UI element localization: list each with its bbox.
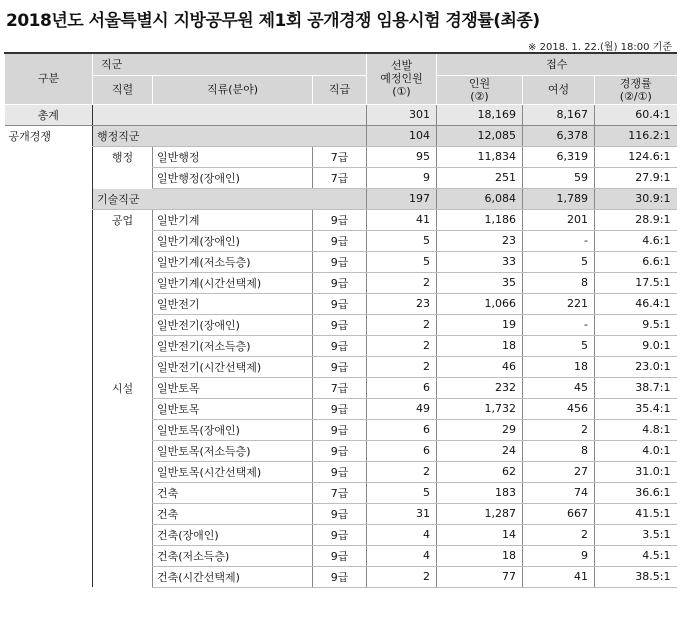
- table-row: [5, 503, 677, 524]
- grade-cell: 9급: [313, 461, 367, 482]
- ratio-cell: 4.6:1: [595, 230, 677, 251]
- field-cell: 일반기계(장애인): [153, 230, 313, 251]
- applicants-cell: 29: [437, 419, 523, 440]
- total-row: [5, 104, 677, 125]
- applicants-cell: 1,186: [437, 209, 523, 230]
- table-row: [5, 272, 677, 293]
- table-row: [5, 209, 677, 230]
- table-row: [5, 167, 677, 188]
- series-cell: [93, 482, 153, 503]
- group-row-tech: [5, 188, 677, 209]
- applicants-cell: 251: [437, 167, 523, 188]
- table-row: [5, 419, 677, 440]
- header-field: 직류(분야): [153, 75, 313, 104]
- grade-cell: 9급: [313, 230, 367, 251]
- series-cell: [93, 566, 153, 587]
- header-job-group: 직군: [93, 53, 367, 75]
- series-cell: 공업: [93, 209, 153, 230]
- field-cell: 일반토목: [153, 398, 313, 419]
- ratio-cell: 4.0:1: [595, 440, 677, 461]
- header-category: 구분: [5, 53, 93, 104]
- series-cell: [93, 167, 153, 188]
- series-cell: [93, 356, 153, 377]
- page-title: 2018년도 서울특별시 지방공무원 제1회 공개경쟁 임용시험 경쟁률(최종): [6, 11, 540, 31]
- grade-cell: 7급: [313, 167, 367, 188]
- header-series: 직렬: [93, 75, 153, 104]
- ratio-cell: 28.9:1: [595, 209, 677, 230]
- group-women: 6,378: [523, 125, 595, 146]
- ratio-cell: 9.0:1: [595, 335, 677, 356]
- field-cell: 일반전기(장애인): [153, 314, 313, 335]
- applicants-cell: 18: [437, 335, 523, 356]
- table-row: [5, 545, 677, 566]
- applicants-cell: 11,834: [437, 146, 523, 167]
- table-row: [5, 524, 677, 545]
- series-cell: [93, 461, 153, 482]
- planned-cell: 95: [367, 146, 437, 167]
- women-cell: 201: [523, 209, 595, 230]
- planned-cell: 41: [367, 209, 437, 230]
- field-cell: 일반전기(저소득층): [153, 335, 313, 356]
- planned-cell: 5: [367, 230, 437, 251]
- grade-cell: 7급: [313, 377, 367, 398]
- group-ratio: 30.9:1: [595, 188, 677, 209]
- group-ratio: 116.2:1: [595, 125, 677, 146]
- ratio-cell: 38.7:1: [595, 377, 677, 398]
- women-cell: 18: [523, 356, 595, 377]
- women-cell: 5: [523, 251, 595, 272]
- group-planned: 104: [367, 125, 437, 146]
- series-cell: [93, 335, 153, 356]
- planned-cell: 2: [367, 335, 437, 356]
- ratio-cell: 6.6:1: [595, 251, 677, 272]
- table-row: [5, 314, 677, 335]
- ratio-cell: 35.4:1: [595, 398, 677, 419]
- field-cell: 일반토목(장애인): [153, 419, 313, 440]
- table-row: [5, 251, 677, 272]
- field-cell: 건축(장애인): [153, 524, 313, 545]
- applicants-cell: 1,732: [437, 398, 523, 419]
- planned-cell: 2: [367, 314, 437, 335]
- women-cell: 59: [523, 167, 595, 188]
- table-row: [5, 146, 677, 167]
- planned-cell: 6: [367, 419, 437, 440]
- grade-cell: 9급: [313, 566, 367, 587]
- grade-cell: 9급: [313, 251, 367, 272]
- women-cell: 9: [523, 545, 595, 566]
- header-planned: 선발 예정인원 (①): [367, 53, 437, 104]
- ratio-cell: 3.5:1: [595, 524, 677, 545]
- series-cell: [93, 251, 153, 272]
- ratio-cell: 27.9:1: [595, 167, 677, 188]
- women-cell: -: [523, 230, 595, 251]
- planned-cell: 2: [367, 356, 437, 377]
- field-cell: 건축(시간선택제): [153, 566, 313, 587]
- women-cell: 2: [523, 524, 595, 545]
- table-row: [5, 482, 677, 503]
- grade-cell: 9급: [313, 545, 367, 566]
- planned-cell: 5: [367, 482, 437, 503]
- header-applicants: 인원 (②): [437, 75, 523, 104]
- planned-cell: 4: [367, 545, 437, 566]
- applicants-cell: 24: [437, 440, 523, 461]
- ratio-cell: 4.5:1: [595, 545, 677, 566]
- header-applied: 접수: [437, 53, 677, 75]
- field-cell: 일반기계(저소득층): [153, 251, 313, 272]
- planned-cell: 4: [367, 524, 437, 545]
- group-women: 1,789: [523, 188, 595, 209]
- ratio-cell: 38.5:1: [595, 566, 677, 587]
- field-cell: 일반토목: [153, 377, 313, 398]
- planned-cell: 2: [367, 272, 437, 293]
- women-cell: 27: [523, 461, 595, 482]
- series-cell: [93, 230, 153, 251]
- women-cell: 2: [523, 419, 595, 440]
- total-planned: 301: [367, 104, 437, 125]
- grade-cell: 7급: [313, 482, 367, 503]
- grade-cell: 9급: [313, 503, 367, 524]
- group-name: 기술직군: [93, 188, 367, 209]
- applicants-cell: 1,066: [437, 293, 523, 314]
- planned-cell: 2: [367, 566, 437, 587]
- total-ratio: 60.4:1: [595, 104, 677, 125]
- women-cell: 8: [523, 272, 595, 293]
- applicants-cell: 18: [437, 545, 523, 566]
- total-label: 총계: [5, 104, 93, 125]
- applicants-cell: 46: [437, 356, 523, 377]
- group-applicants: 6,084: [437, 188, 523, 209]
- applicants-cell: 14: [437, 524, 523, 545]
- planned-cell: 49: [367, 398, 437, 419]
- reference-time-note: ※ 2018. 1. 22.(월) 18:00 기준: [528, 42, 672, 53]
- ratio-cell: 23.0:1: [595, 356, 677, 377]
- women-cell: -: [523, 314, 595, 335]
- field-cell: 건축: [153, 503, 313, 524]
- applicants-cell: 1,287: [437, 503, 523, 524]
- series-cell: 행정: [93, 146, 153, 167]
- applicants-cell: 19: [437, 314, 523, 335]
- series-cell: [93, 503, 153, 524]
- applicants-cell: 23: [437, 230, 523, 251]
- ratio-cell: 46.4:1: [595, 293, 677, 314]
- ratio-cell: 124.6:1: [595, 146, 677, 167]
- applicants-cell: 77: [437, 566, 523, 587]
- planned-cell: 5: [367, 251, 437, 272]
- women-cell: 456: [523, 398, 595, 419]
- competition-ratio-table: [4, 52, 677, 588]
- grade-cell: 9급: [313, 440, 367, 461]
- women-cell: 45: [523, 377, 595, 398]
- grade-cell: 9급: [313, 356, 367, 377]
- women-cell: 74: [523, 482, 595, 503]
- table-row: [5, 293, 677, 314]
- ratio-cell: 41.5:1: [595, 503, 677, 524]
- table-row: [5, 566, 677, 587]
- planned-cell: 6: [367, 377, 437, 398]
- group-planned: 197: [367, 188, 437, 209]
- grade-cell: 7급: [313, 146, 367, 167]
- field-cell: 건축(저소득층): [153, 545, 313, 566]
- header-grade: 직급: [313, 75, 367, 104]
- ratio-cell: 31.0:1: [595, 461, 677, 482]
- series-cell: [93, 293, 153, 314]
- ratio-cell: 36.6:1: [595, 482, 677, 503]
- header-women: 여성: [523, 75, 595, 104]
- grade-cell: 9급: [313, 419, 367, 440]
- table-row: [5, 230, 677, 251]
- women-cell: 221: [523, 293, 595, 314]
- grade-cell: 9급: [313, 398, 367, 419]
- table-row: [5, 335, 677, 356]
- category-label: 공개경쟁: [8, 129, 52, 143]
- applicants-cell: 232: [437, 377, 523, 398]
- women-cell: 6,319: [523, 146, 595, 167]
- women-cell: 667: [523, 503, 595, 524]
- field-cell: 일반토목(저소득층): [153, 440, 313, 461]
- applicants-cell: 183: [437, 482, 523, 503]
- table-row: [5, 461, 677, 482]
- field-cell: 일반행정: [153, 146, 313, 167]
- group-name: 행정직군: [93, 125, 367, 146]
- series-cell: [93, 524, 153, 545]
- field-cell: 일반전기: [153, 293, 313, 314]
- series-cell: [93, 272, 153, 293]
- series-cell: [93, 419, 153, 440]
- field-cell: 일반기계: [153, 209, 313, 230]
- applicants-cell: 33: [437, 251, 523, 272]
- women-cell: 5: [523, 335, 595, 356]
- applicants-cell: 62: [437, 461, 523, 482]
- grade-cell: 9급: [313, 524, 367, 545]
- planned-cell: 6: [367, 440, 437, 461]
- field-cell: 일반기계(시간선택제): [153, 272, 313, 293]
- series-cell: [93, 545, 153, 566]
- women-cell: 41: [523, 566, 595, 587]
- ratio-cell: 4.8:1: [595, 419, 677, 440]
- planned-cell: 31: [367, 503, 437, 524]
- table-row: [5, 377, 677, 398]
- field-cell: 일반토목(시간선택제): [153, 461, 313, 482]
- series-cell: [93, 440, 153, 461]
- grade-cell: 9급: [313, 272, 367, 293]
- series-cell: 시설: [93, 377, 153, 398]
- total-women: 8,167: [523, 104, 595, 125]
- grade-cell: 9급: [313, 335, 367, 356]
- table-row: [5, 440, 677, 461]
- planned-cell: 2: [367, 461, 437, 482]
- field-cell: 건축: [153, 482, 313, 503]
- series-cell: [93, 314, 153, 335]
- women-cell: 8: [523, 440, 595, 461]
- table-row: [5, 398, 677, 419]
- ratio-cell: 17.5:1: [595, 272, 677, 293]
- series-cell: [93, 398, 153, 419]
- planned-cell: 9: [367, 167, 437, 188]
- grade-cell: 9급: [313, 293, 367, 314]
- group-applicants: 12,085: [437, 125, 523, 146]
- total-applicants: 18,169: [437, 104, 523, 125]
- header-ratio: 경쟁률 (②/①): [595, 75, 677, 104]
- field-cell: 일반전기(시간선택제): [153, 356, 313, 377]
- table-row: [5, 356, 677, 377]
- grade-cell: 9급: [313, 314, 367, 335]
- planned-cell: 23: [367, 293, 437, 314]
- field-cell: 일반행정(장애인): [153, 167, 313, 188]
- applicants-cell: 35: [437, 272, 523, 293]
- group-row-admin: [5, 125, 677, 146]
- grade-cell: 9급: [313, 209, 367, 230]
- ratio-cell: 9.5:1: [595, 314, 677, 335]
